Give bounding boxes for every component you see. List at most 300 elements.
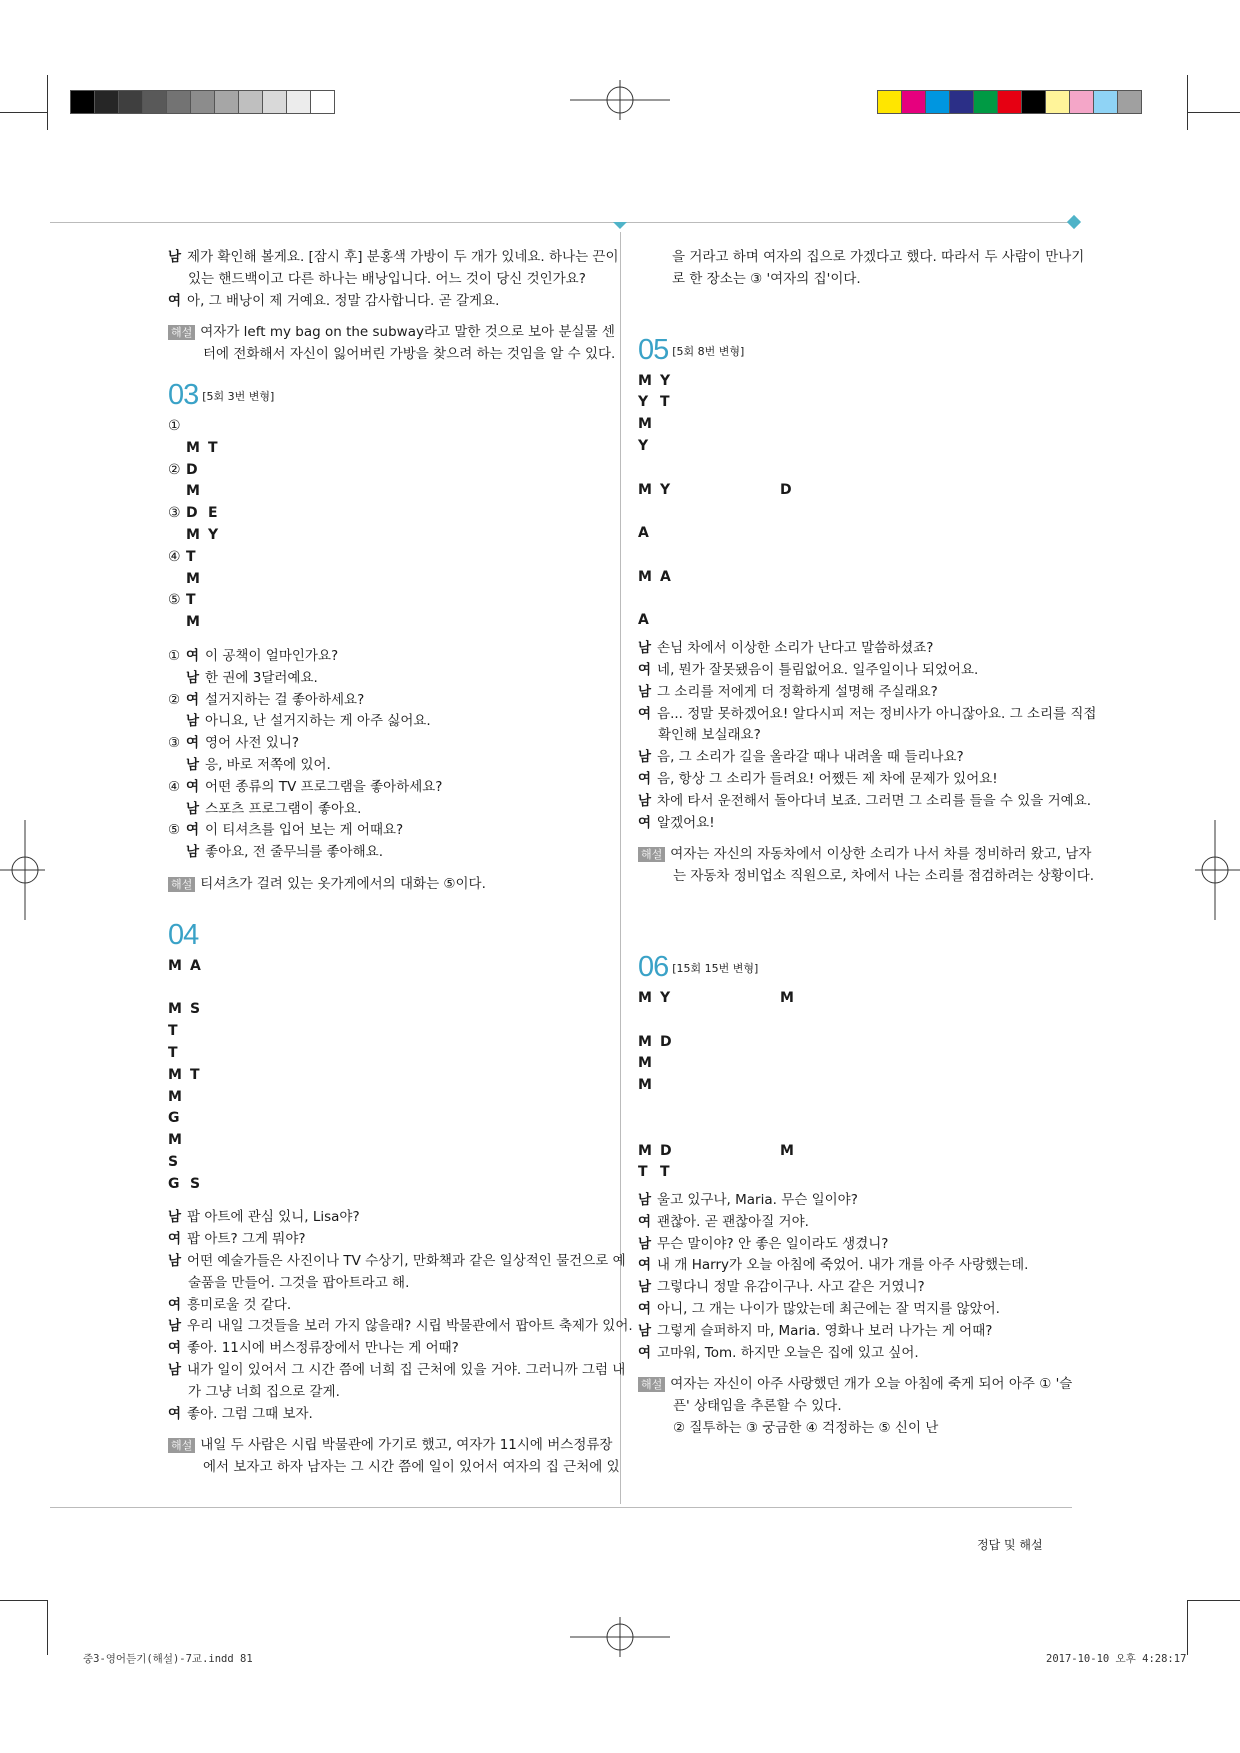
script-letter: S [190,1175,201,1192]
script-letter: S [190,1001,201,1018]
dialogue-text: 아니, 그 개는 나이가 많았는데 최근에는 잘 먹지를 않았어. [657,1301,1000,1318]
speaker-label: 여 [186,778,200,795]
note-line [168,874,608,896]
speaker-label: 남 [186,669,200,686]
color-swatch [925,90,950,114]
item-number: ④ [168,778,181,795]
gray-swatch [166,90,191,114]
dialogue-line [638,1277,1078,1299]
dialogue-line [168,646,608,668]
script-letter: Y [638,394,649,411]
speaker-label: 남 [168,1253,182,1270]
script-letter: M [168,1088,182,1105]
dialogue-text: 이 티셔츠를 입어 보는 게 어때요? [205,822,404,839]
dialogue-text: 손님 차에서 이상한 소리가 난다고 말씀하셨죠? [657,640,934,657]
script-letter: M [638,1033,652,1050]
dialogue-text: 아, 그 배낭이 제 거예요. 정말 감사합니다. 곧 갈게요. [187,292,500,309]
script-line [168,1108,608,1130]
item-number: ② [168,691,181,708]
script-letter: D [186,505,198,522]
item-number: ⑤ [168,592,181,609]
script-line [638,1075,1078,1097]
explanation-tag: 해설 [168,325,195,340]
script-line [638,988,1078,1010]
script-line [168,569,608,591]
script-line [168,1021,608,1043]
left-column [168,247,633,1479]
dialogue-line [168,1338,608,1360]
dialogue-line [638,1343,1078,1365]
speaker-label: 남 [638,1322,652,1339]
speaker-label: 여 [638,770,652,787]
dialogue-text: 차에 타서 운전해서 돌아다녀 보죠. 그러면 그 소리를 들을 수 있을 거예요. [657,792,1092,809]
diamond-icon [1066,214,1082,230]
script-line [638,414,1078,436]
script-letter: M [638,1077,652,1094]
explanation-note [168,322,616,366]
item-number: ① [168,417,181,434]
crop-mark [47,75,48,130]
dialogue-line [168,1251,626,1273]
note-text: 여자가 left my bag on the subway라고 말한 것으로 보아 분실물 센 [200,324,615,341]
explanation-tag: 해설 [638,847,665,862]
dialogue-text: 내 개 Harry가 오늘 아침에 죽었어. 내가 개를 아주 사랑했는데. [657,1257,1029,1274]
dialogue-line [168,247,619,269]
dialogue-line [168,269,608,291]
script-line [638,1032,1078,1054]
speaker-label: 여 [168,1296,182,1313]
script-letter: T [638,1164,648,1181]
dialogue-text: 설거지하는 걸 좋아하세요? [205,691,365,708]
dialogue-text: 응, 바로 저쪽에 있어. [205,756,331,773]
script-letter: S [168,1153,179,1170]
continued-explanation [638,247,1085,291]
script-line [168,1152,608,1174]
gray-swatch [70,90,95,114]
script-letter: M [638,989,652,1006]
crop-mark [47,1600,48,1655]
script-letter: M [638,481,652,498]
crop-mark [1187,1600,1240,1601]
registration-mark-icon [0,820,45,920]
dialogue-line [638,1212,1078,1234]
dialogue-line [168,1382,608,1404]
speaker-label: 남 [186,800,200,817]
script-letter: G [168,1175,180,1192]
dialogue-line [638,1234,1078,1256]
script-line [638,1053,1078,1075]
script-line [168,590,608,612]
script-line [168,1043,608,1065]
dialogue-text: 우리 내일 그것들을 보러 가지 않을래? 시립 박물관에서 팝아트 축제가 있어. [187,1318,633,1335]
script-line [638,392,1078,414]
dialogue-text: 그렇게 슬퍼하지 마, Maria. 영화나 보러 나가는 게 어때? [657,1322,993,1339]
dialogue-line [168,1295,608,1317]
dialogue-text: 좋아요, 전 줄무늬를 좋아해요. [205,844,383,861]
dialogue-line [168,733,608,755]
dialogue-text: 확인해 보실래요? [658,727,761,744]
dialogue-text: 음... 정말 못하겠어요! 알다시피 저는 정비사가 아니잖아요. 그 소리를 직접 [657,705,1097,722]
dialogue-text: 한 권에 3달러예요. [205,669,318,686]
explanation-note [638,1374,1078,1439]
intro-dialogue [168,247,619,312]
gray-swatch [214,90,239,114]
dialogue-text: 무슨 말이야? 안 좋은 일이라도 생겼니? [657,1235,889,1252]
dialogue-text: 흥미로울 것 같다. [187,1296,292,1313]
dialogue-line [168,1404,608,1426]
question-source: [15회 15번 변형] [672,962,759,976]
explanation-note [168,1435,620,1479]
script-letter: T [186,592,196,609]
script-letter: M [168,1001,182,1018]
dialogue-text: 가 그냥 너희 집으로 갈게. [188,1383,340,1400]
script-line [168,547,608,569]
script-letter: M [186,526,200,543]
color-swatch [1117,90,1142,114]
dialogue-text: 괜찮아. 곧 괜찮아질 거야. [657,1213,809,1230]
speaker-label: 여 [638,1344,652,1361]
note-line [638,1396,1078,1418]
script-letter: D [660,1142,672,1159]
item-number: ⑤ [168,822,181,839]
script-letter: M [638,1142,652,1159]
script-letter: M [638,568,652,585]
question-number: 06 [638,950,669,983]
speaker-label: 남 [168,1209,182,1226]
note-line: 로 한 장소는 ③ '여자의 집'이다. [672,270,861,287]
dialogue-text: 알겠어요! [657,814,715,831]
gray-swatch [118,90,143,114]
color-swatch [1021,90,1046,114]
script-letter: M [168,1066,182,1083]
speaker-label: 여 [638,814,652,831]
dialogue-line [638,1255,1078,1277]
note-line [168,344,616,366]
script-letter: M [186,439,200,456]
note-line [638,844,1092,866]
speaker-label: 남 [638,683,652,700]
triangle-icon [613,222,627,230]
question-header [638,948,1078,982]
dialogue-text: 영어 사전 있니? [205,735,300,752]
script-line [168,438,608,460]
speaker-label: 남 [638,640,652,657]
speaker-label: 여 [186,691,200,708]
dialogue-text: 음, 그 소리가 길을 올라갈 때나 내려올 때 들리나요? [657,749,964,766]
dialogue-text: 고마워, Tom. 하지만 오늘은 집에 있고 싶어. [657,1344,919,1361]
dialogue-text: 그 소리를 저에게 더 정확하게 설명해 주실래요? [657,683,938,700]
script-line [638,589,1078,611]
speaker-label: 남 [186,756,200,773]
gray-swatch [190,90,215,114]
script-letter: M [168,957,182,974]
q04-translation [168,1207,633,1425]
script-line [168,525,608,547]
script-letter: T [208,439,218,456]
script-line [168,503,608,525]
crop-mark [1187,1600,1188,1655]
slug-filename: 중3-영어듣기(해설)-7교.indd 81 [83,1653,253,1665]
column-divider [620,232,621,1504]
dialogue-line [638,1299,1078,1321]
item-number: ③ [168,735,181,752]
question-header [638,331,1078,365]
speaker-label: 여 [638,705,652,722]
dialogue-text: 어떤 예술가들은 사진이나 TV 수상기, 만화책과 같은 일상적인 물건으로 예 [187,1253,626,1270]
script-line [638,1097,1078,1119]
dialogue-text: 스포츠 프로그램이 좋아요. [205,800,362,817]
color-swatch [901,90,926,114]
q04-script [168,956,608,1196]
script-line [168,416,608,438]
color-swatch [997,90,1022,114]
speaker-label: 여 [638,661,652,678]
color-swatch [1093,90,1118,114]
script-line [638,501,1078,523]
script-letter: M [780,1142,794,1159]
dialogue-line [168,291,608,313]
speaker-label: 남 [168,1362,182,1379]
speaker-label: 남 [638,1235,652,1252]
dialogue-line [638,1321,1078,1343]
q05-script [638,371,1078,633]
dialogue-text: 네, 뭔가 잘못됐음이 틀림없어요. 일주일이나 되었어요. [657,661,979,678]
script-line [638,610,1078,632]
note-text: 에서 보자고 하자 남자는 그 시간 쯤에 일이 있어서 여자의 집 근처에 있 [203,1459,620,1476]
gray-swatch [238,90,263,114]
note-line [168,322,615,344]
dialogue-line [168,690,608,712]
speaker-label: 남 [638,1279,652,1296]
note-line [168,1457,620,1479]
dialogue-text: 팝 아트에 관심 있니, Lisa야? [187,1209,360,1226]
dialogue-text: 아니요, 난 설거지하는 게 아주 싫어요. [205,713,431,730]
script-letter: T [660,1164,670,1181]
script-letter: Y [638,437,649,454]
script-letter: T [186,548,196,565]
item-number: ② [168,461,181,478]
note-line [638,866,1095,888]
dialogue-line [168,820,608,842]
speaker-label: 남 [168,1318,182,1335]
note-text: ② 질투하는 ③ 궁금한 ④ 걱정하는 ⑤ 신이 난 [673,1420,939,1437]
script-letter: M [168,1132,182,1149]
question-source: [5회 8번 변형] [672,344,745,358]
script-line [638,523,1078,545]
note-text: 내일 두 사람은 시립 박물관에 가기로 했고, 여자가 11시에 버스정류장 [200,1437,613,1454]
registration-mark-icon [1195,820,1240,920]
q06-translation [638,1190,1078,1364]
speaker-label: 남 [638,792,652,809]
registration-mark-icon [570,1617,670,1657]
script-line [168,481,608,503]
question-header [168,916,608,950]
speaker-label: 여 [168,1340,182,1357]
dialogue-text: 내가 일이 있어서 그 시간 쯤에 너희 집 근처에 있을 거야. 그러니까 그럼 내 [187,1362,626,1379]
script-line [168,612,608,634]
dialogue-text: 좋아. 11시에 버스정류장에서 만나는 게 어때? [187,1340,459,1357]
dialogue-text: 좋아. 그럼 그때 보자. [187,1405,313,1422]
crop-mark [1187,112,1240,113]
explanation-note [638,844,1095,888]
script-letter: Y [660,372,671,389]
script-line [168,956,608,978]
dialogue-text: 있는 핸드백이고 다른 하나는 배낭입니다. 어느 것이 당신 것인가요? [188,270,586,287]
dialogue-line [638,1190,1078,1212]
script-line [168,1130,608,1152]
dialogue-line [638,704,1097,726]
explanation-note [168,874,608,896]
script-letter: T [168,1023,178,1040]
script-letter: D [660,1033,672,1050]
right-column [638,247,1097,1440]
gray-swatch [310,90,335,114]
script-letter: M [638,416,652,433]
script-letter: E [208,505,218,522]
q03-script [168,416,608,634]
script-letter: T [168,1044,178,1061]
script-line [638,1119,1078,1141]
color-swatch [877,90,902,114]
script-line [168,978,608,1000]
dialogue-text: 술품을 만들어. 그것을 팝아트라고 해. [188,1274,410,1291]
dialogue-line [638,725,1078,747]
dialogue-text: 이 공책이 얼마인가요? [205,647,339,664]
dialogue-line [168,1316,633,1338]
script-line [168,999,608,1021]
script-line [638,480,1078,502]
page-footer-label: 정답 및 해설 [977,1538,1043,1552]
crop-mark [0,1600,47,1601]
dialogue-line [638,813,1078,835]
dialogue-line [168,842,608,864]
script-line [638,436,1078,458]
script-line [638,1162,1078,1184]
item-number: ① [168,647,181,664]
dialogue-line [638,638,1078,660]
dialogue-line [638,747,1078,769]
question-number: 04 [168,918,199,951]
dialogue-line [168,777,608,799]
script-line [638,1141,1078,1163]
gray-swatch [94,90,119,114]
explanation-tag: 해설 [168,877,195,892]
dialogue-text: 어떤 종류의 TV 프로그램을 좋아하세요? [205,778,443,795]
script-letter: M [186,570,200,587]
script-line [168,1174,608,1196]
explanation-tag: 해설 [638,1377,665,1392]
dialogue-text: 제가 확인해 볼게요. [잠시 후] 분홍색 가방이 두 개가 있네요. 하나는 끈이 [187,249,619,265]
script-letter: M [638,1055,652,1072]
note-text: 는 자동차 정비업소 직원으로, 차에서 나는 소리를 점검하려는 상황이다. [673,868,1095,885]
speaker-label: 남 [168,249,182,265]
gray-swatch [142,90,167,114]
dialogue-text: 그렇다니 정말 유감이구나. 사고 같은 거였니? [657,1279,925,1296]
script-line [168,1065,608,1087]
q03-translation [168,646,608,864]
gray-swatch [286,90,311,114]
speaker-label: 남 [638,749,652,766]
note-line [168,1435,613,1457]
speaker-label: 여 [638,1301,652,1318]
script-line [638,567,1078,589]
note-text: 여자는 자신의 자동차에서 이상한 소리가 나서 차를 정비하러 왔고, 남자 [670,846,1092,863]
item-number: ④ [168,548,181,565]
script-letter: D [186,461,198,478]
script-letter: M [186,614,200,631]
color-swatch [1069,90,1094,114]
dialogue-line [168,1360,626,1382]
script-letter: A [638,525,649,542]
speaker-label: 여 [186,647,200,664]
script-letter: A [190,957,201,974]
question-source: [5회 3번 변형] [202,390,275,404]
dialogue-line [168,1229,608,1251]
speaker-label: 남 [186,713,200,730]
script-letter: T [190,1066,200,1083]
script-line [638,545,1078,567]
script-line [168,460,608,482]
script-letter: A [638,612,649,629]
color-swatch [949,90,974,114]
dialogue-text: 팝 아트? 그게 뭐야? [187,1231,306,1248]
dialogue-text: 음, 항상 그 소리가 들려요! 어쨌든 제 차에 문제가 있어요! [657,770,998,787]
color-swatch [973,90,998,114]
script-letter: A [660,568,671,585]
script-letter: Y [208,526,219,543]
speaker-label: 여 [186,822,200,839]
header-rule [50,222,1072,223]
dialogue-line [638,791,1092,813]
speaker-label: 남 [638,1192,652,1209]
crop-mark [1187,75,1188,130]
script-line [638,371,1078,393]
note-line [638,1418,1078,1440]
dialogue-line [168,1207,608,1229]
script-letter: G [168,1110,180,1127]
dialogue-line [168,711,608,733]
speaker-label: 여 [186,735,200,752]
crop-mark [0,112,47,113]
speaker-label: 여 [168,1405,182,1422]
q06-script [638,988,1078,1184]
note-line [638,1374,1078,1396]
registration-mark-icon [570,80,670,120]
item-number: ③ [168,505,181,522]
note-text: 티셔츠가 걸려 있는 옷가게에서의 대화는 ⑤이다. [200,875,486,892]
dialogue-line [168,1273,608,1295]
dialogue-line [168,799,608,821]
script-letter: Y [660,989,671,1006]
script-line [638,458,1078,480]
question-number: 03 [168,378,199,411]
speaker-label: 여 [168,292,182,309]
dialogue-line [168,755,608,777]
script-line [638,1010,1078,1032]
footer-rule [50,1507,1072,1508]
dialogue-line [638,769,1078,791]
question-header [168,376,608,410]
note-text: 픈' 상태임을 추론할 수 있다. [673,1398,842,1415]
script-line [168,1087,608,1109]
script-letter: M [186,483,200,500]
speaker-label: 여 [168,1231,182,1248]
speaker-label: 여 [638,1213,652,1230]
dialogue-line [638,660,1078,682]
question-number: 05 [638,333,669,366]
note-text: 여자는 자신이 아주 사랑했던 개가 오늘 아침에 죽게 되어 아주 ① '슬 [670,1376,1073,1393]
script-letter: M [780,989,794,1006]
